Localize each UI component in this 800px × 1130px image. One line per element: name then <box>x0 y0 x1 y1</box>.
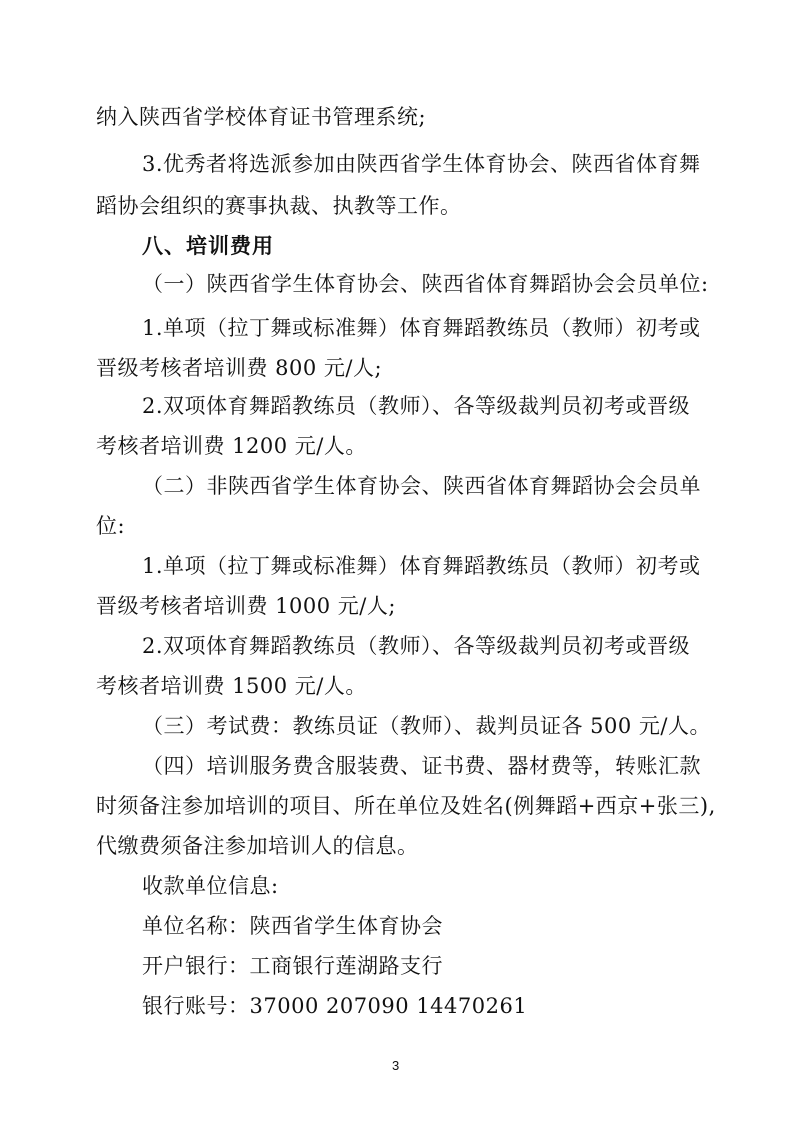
text-line-exam-fee: （三）考试费：教练员证（教师）、裁判员证各 500 元/人。 <box>142 714 712 738</box>
text-line-non-member-single-fee: 晋级考核者培训费 1000 元/人; <box>96 594 396 618</box>
text-line-payee-info-label: 收款单位信息: <box>142 874 279 898</box>
text-line-bank-name: 开户银行：工商银行莲湖路支行 <box>142 954 443 978</box>
text-line-non-member-units: （二）非陕西省学生体育协会、陕西省体育舞蹈协会会员单 <box>142 474 701 498</box>
text-line-member-double-start: 2.双项体育舞蹈教练员（教师）、各等级裁判员初考或晋级 <box>142 394 691 418</box>
text-line-non-member-double-fee: 考核者培训费 1500 元/人。 <box>96 674 367 698</box>
page-number: 3 <box>392 1058 400 1073</box>
text-line-payee-name: 单位名称：陕西省学生体育协会 <box>142 914 443 938</box>
text-line-non-member-units-end: 位: <box>96 514 126 538</box>
text-line-transfer-note: 时须备注参加培训的项目、所在单位及姓名(例舞蹈+西京+张三), <box>96 794 716 818</box>
text-line-item-3-start: 3.优秀者将选派参加由陕西省学生体育协会、陕西省体育舞 <box>142 152 701 176</box>
text-line-member-units: （一）陕西省学生体育协会、陕西省体育舞蹈协会会员单位: <box>142 272 709 296</box>
text-line-registration-system: 纳入陕西省学校体育证书管理系统; <box>96 105 427 129</box>
text-line-member-double-fee: 考核者培训费 1200 元/人。 <box>96 434 367 458</box>
text-line-non-member-single-start: 1.单项（拉丁舞或标准舞）体育舞蹈教练员（教师）初考或 <box>142 554 701 578</box>
section-heading-training-fees: 八、培训费用 <box>142 234 274 258</box>
text-line-bank-account: 银行账号：37000 207090 14470261 <box>142 994 528 1018</box>
text-line-item-3-end: 蹈协会组织的赛事执裁、执教等工作。 <box>96 194 462 218</box>
text-line-member-single-start: 1.单项（拉丁舞或标准舞）体育舞蹈教练员（教师）初考或 <box>142 316 701 340</box>
text-line-service-fee: （四）培训服务费含服装费、证书费、器材费等，转账汇款 <box>142 754 701 778</box>
text-line-non-member-double-start: 2.双项体育舞蹈教练员（教师）、各等级裁判员初考或晋级 <box>142 634 691 658</box>
text-line-proxy-payment-note: 代缴费须备注参加培训人的信息。 <box>96 834 419 858</box>
text-line-member-single-fee: 晋级考核者培训费 800 元/人; <box>96 356 383 380</box>
